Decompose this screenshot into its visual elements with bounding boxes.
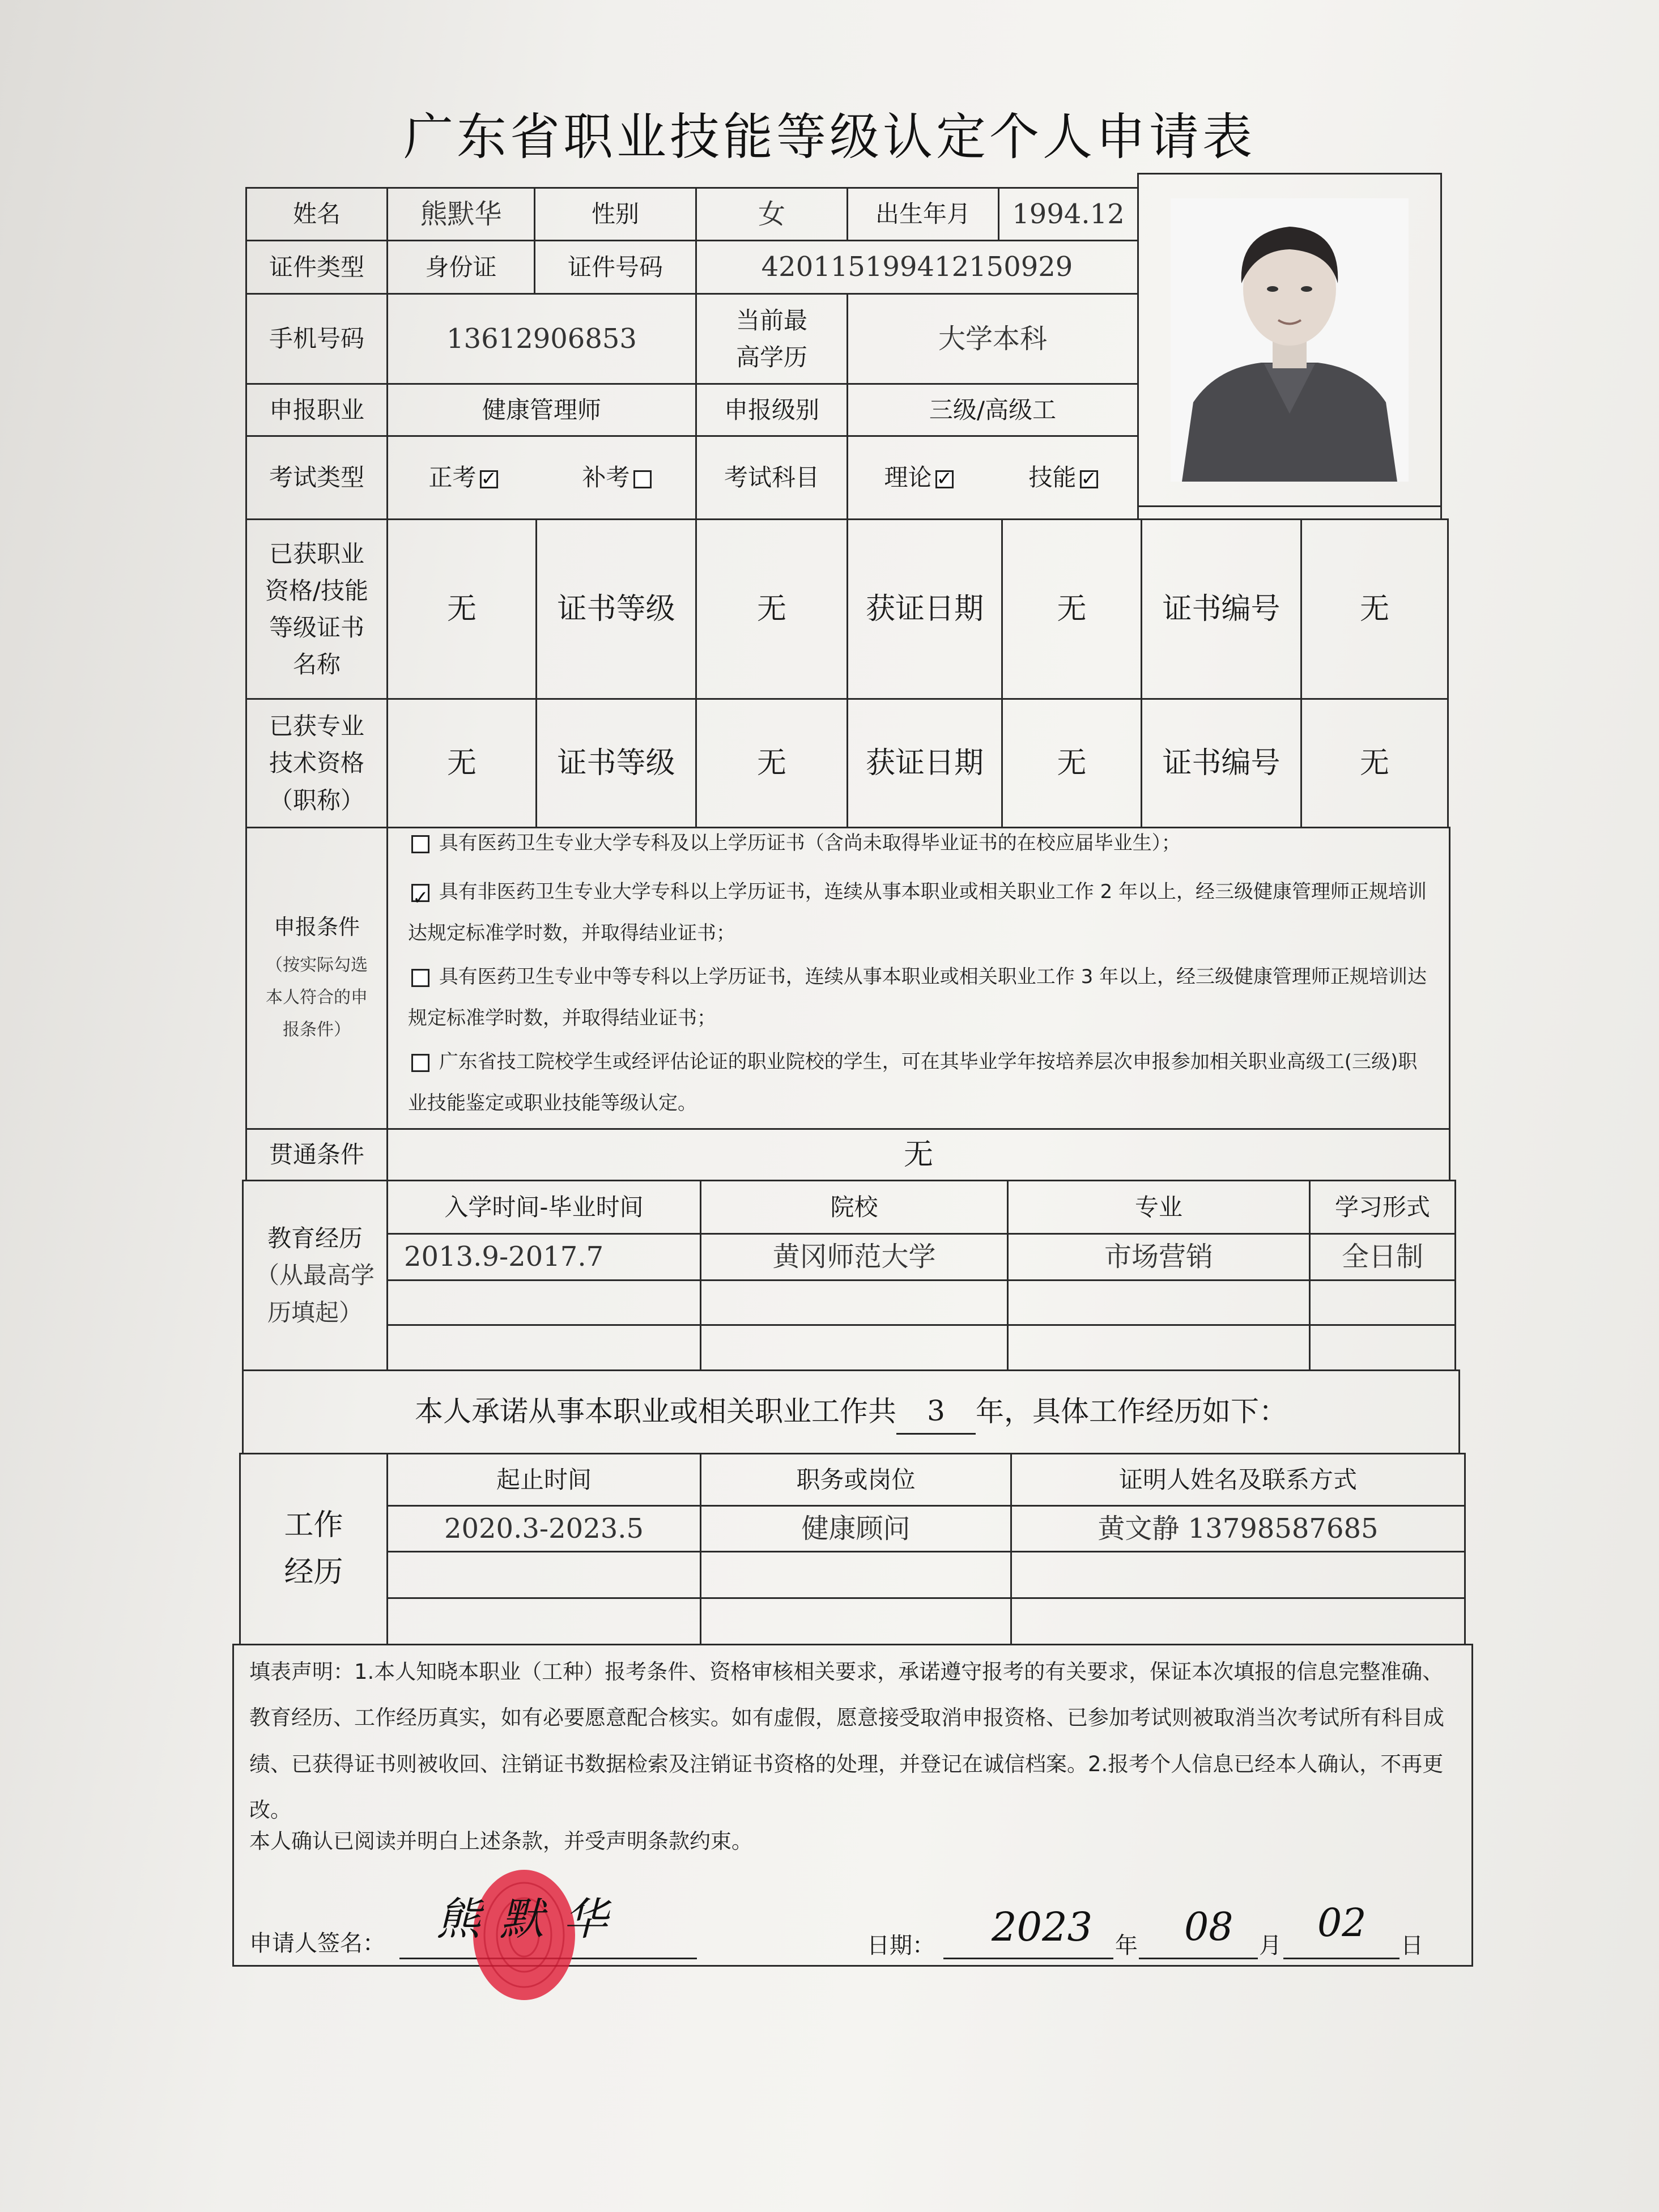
- name-label: 姓名: [245, 187, 388, 241]
- edu-row1-school[interactable]: 黄冈师范大学: [700, 1233, 1009, 1281]
- cert1-label: 已获职业资格/技能等级证书名称: [245, 518, 388, 700]
- commitment-years[interactable]: 3: [896, 1389, 976, 1435]
- cert2-label: 已获专业技术资格（职称）: [245, 698, 388, 828]
- exam-type-regular-label: 正考: [428, 463, 477, 492]
- exam-type-regular-option[interactable]: [428, 459, 501, 496]
- subject-skill-label: 技能: [1028, 463, 1077, 492]
- signature-label: 申请人签名：: [249, 1930, 385, 1956]
- cert2-no-label: 证书编号: [1141, 698, 1302, 828]
- name-value[interactable]: 熊默华: [386, 187, 535, 241]
- work-label: 工作经历: [239, 1453, 388, 1645]
- work-header-position: 职务或岗位: [700, 1453, 1012, 1507]
- cert1-no-label: 证书编号: [1141, 518, 1302, 700]
- date-year-unit: 年: [1115, 1933, 1138, 1959]
- gender-label: 性别: [534, 187, 697, 241]
- edu-row3-mode[interactable]: [1309, 1324, 1456, 1371]
- cert1-no-value[interactable]: 无: [1300, 518, 1449, 700]
- edu-row3-school[interactable]: [700, 1324, 1009, 1371]
- date-day-value: 02: [1317, 1901, 1367, 1946]
- edu-row1-mode[interactable]: 全日制: [1309, 1233, 1456, 1281]
- job-label: 申报职业: [245, 383, 388, 437]
- checkbox-checked-icon[interactable]: [935, 470, 954, 488]
- id-no-label: 证件号码: [534, 240, 697, 295]
- id-type-label: 证件类型: [245, 240, 388, 295]
- education-label: 当前最高学历: [695, 293, 848, 385]
- work-header-period: 起止时间: [386, 1453, 701, 1507]
- edu-row2-mode[interactable]: [1309, 1279, 1456, 1326]
- phone-label: 手机号码: [245, 293, 388, 385]
- work-row3-reference[interactable]: [1010, 1597, 1466, 1645]
- cert1-date-label: 获证日期: [846, 518, 1003, 700]
- cert2-grade-value[interactable]: 无: [695, 698, 848, 828]
- cert1-value[interactable]: 无: [386, 518, 537, 700]
- level-label: 申报级别: [695, 383, 848, 437]
- condition-item-4[interactable]: [408, 1041, 1428, 1124]
- edu-header-school: 院校: [700, 1180, 1009, 1235]
- work-row3-period[interactable]: [386, 1597, 701, 1645]
- cert1-date-value[interactable]: 无: [1001, 518, 1142, 700]
- id-type-value[interactable]: 身份证: [386, 240, 535, 295]
- edu-row1-period[interactable]: 2013.9-2017.7: [386, 1233, 701, 1281]
- edu-row3-period[interactable]: [386, 1324, 701, 1371]
- cert2-no-value[interactable]: 无: [1300, 698, 1449, 828]
- work-row2-period[interactable]: [386, 1551, 701, 1599]
- edu-row2-school[interactable]: [700, 1279, 1009, 1326]
- declaration-confirm: 本人确认已阅读并明白上述条款，并受声明条款约束。: [249, 1829, 752, 1853]
- checkbox-empty-icon[interactable]: [633, 470, 652, 488]
- exam-type-options: [386, 435, 697, 520]
- commitment-suffix: 年，具体工作经历如下：: [976, 1395, 1287, 1428]
- declaration-text: 填表声明：1.本人知晓本职业（工种）报考条件、资格审核相关要求，承诺遵守报考的有关要求，保证本次填报的信息完整准确、教育经历、工作经历真实，如有必要愿意配合核实。如有虚假，愿意接受取消申报资格、已参加考试则被取消当次考试所有科目成绩、已获得证书则被收回、注销证书数据检索及注销证书资格的处理，并登记在诚信档案。2.报考个人信息已经本人确认，不再更改。: [249, 1660, 1444, 1823]
- edu-header-mode: 学习形式: [1309, 1180, 1456, 1235]
- date-label: 日期：: [867, 1933, 935, 1959]
- condition-item-1-text: 具有医药卫生专业大学专科及以上学历证书（含尚未取得毕业证书的在校应届毕业生）；: [439, 832, 1181, 854]
- commitment-prefix: 本人承诺从事本职业或相关职业工作共: [415, 1395, 896, 1428]
- checkbox-empty-icon[interactable]: [411, 1054, 429, 1072]
- condition-item-2[interactable]: [408, 871, 1428, 954]
- conditions-label: 申报条件: [273, 914, 360, 939]
- form-title: 广东省职业技能等级认定个人申请表: [403, 108, 1256, 166]
- edu-row3-major[interactable]: [1007, 1324, 1311, 1371]
- phone-value[interactable]: 13612906853: [386, 293, 697, 385]
- photo-cell: [1137, 173, 1442, 507]
- gender-value[interactable]: 女: [695, 187, 848, 241]
- through-label: 贯通条件: [245, 1128, 388, 1181]
- applicant-photo: [1171, 198, 1409, 482]
- education-section-label: [242, 1180, 388, 1371]
- exam-type-makeup-label: 补考: [582, 463, 630, 492]
- through-value[interactable]: 无: [386, 1128, 1450, 1181]
- work-row1-period[interactable]: 2020.3-2023.5: [386, 1505, 701, 1552]
- subject-theory-label: 理论: [884, 463, 932, 492]
- edu-row2-major[interactable]: [1007, 1279, 1311, 1326]
- checkbox-empty-icon[interactable]: [411, 969, 429, 987]
- applicant-signature: 熊默华: [436, 1894, 627, 1945]
- cert2-value[interactable]: 无: [386, 698, 537, 828]
- condition-item-3[interactable]: [408, 956, 1428, 1039]
- work-row3-position[interactable]: [700, 1597, 1012, 1645]
- birth-label: 出生年月: [846, 187, 999, 241]
- work-row2-position[interactable]: [700, 1551, 1012, 1599]
- subject-skill-option[interactable]: [1028, 459, 1101, 496]
- condition-item-4-text: 广东省技工院校学生或经评估论证的职业院校的学生，可在其毕业学年按培养层次申报参加相关职业高级工(三级)职业技能鉴定或职业技能等级认定。: [408, 1050, 1418, 1115]
- exam-type-makeup-option[interactable]: [582, 459, 654, 496]
- level-value[interactable]: 三级/高级工: [846, 383, 1139, 437]
- job-value[interactable]: 健康管理师: [386, 383, 697, 437]
- conditions-label-cell: [245, 827, 388, 1130]
- condition-item-3-text: 具有医药卫生专业中等专科以上学历证书，连续从事本职业或相关职业工作 3 年以上，经三级健康管理师正规培训达规定标准学时数，并取得结业证书；: [408, 965, 1427, 1030]
- subject-label: 考试科目: [695, 435, 848, 520]
- exam-type-label: 考试类型: [245, 435, 388, 520]
- cert2-date-value[interactable]: 无: [1001, 698, 1142, 828]
- commitment-row: [242, 1369, 1460, 1454]
- conditions-sublabel: （按实际勾选本人符合的申报条件）: [266, 955, 368, 1040]
- work-row1-position[interactable]: 健康顾问: [700, 1505, 1012, 1552]
- edu-row2-period[interactable]: [386, 1279, 701, 1326]
- work-row2-reference[interactable]: [1010, 1551, 1466, 1599]
- cert1-grade-label: 证书等级: [535, 518, 697, 700]
- birth-value[interactable]: 1994.12: [998, 187, 1139, 241]
- edu-row1-major[interactable]: 市场营销: [1007, 1233, 1311, 1281]
- checkbox-checked-icon[interactable]: [480, 470, 498, 488]
- edu-header-period: 入学时间-毕业时间: [386, 1180, 701, 1235]
- work-row1-reference[interactable]: 黄文静 13798587685: [1010, 1505, 1466, 1552]
- subject-options: [846, 435, 1139, 520]
- date-year-value: 2023: [992, 1904, 1093, 1950]
- date-month-unit: 月: [1259, 1933, 1282, 1959]
- education-value[interactable]: 大学本科: [846, 293, 1139, 385]
- checkbox-checked-icon[interactable]: [1080, 470, 1098, 488]
- date-day-unit: 日: [1401, 1933, 1423, 1959]
- condition-item-2-text: 具有非医药卫生专业大学专科以上学历证书，连续从事本职业或相关职业工作 2 年以上，经三级健康管理师正规培训达规定标准学时数，并取得结业证书；: [408, 880, 1427, 945]
- checkbox-checked-icon[interactable]: [411, 884, 429, 902]
- cert1-grade-value[interactable]: 无: [695, 518, 848, 700]
- condition-item-1[interactable]: [408, 829, 1428, 858]
- subject-theory-option[interactable]: [884, 459, 956, 496]
- cert2-grade-label: 证书等级: [535, 698, 697, 828]
- checkbox-empty-icon[interactable]: [411, 835, 429, 853]
- cert2-date-label: 获证日期: [846, 698, 1003, 828]
- education-sublabel: （从最高学历填起）: [255, 1261, 375, 1326]
- work-header-reference: 证明人姓名及联系方式: [1010, 1453, 1466, 1507]
- id-no-value[interactable]: 420115199412150929: [695, 240, 1139, 295]
- date-month-value: 08: [1184, 1905, 1233, 1950]
- education-title: 教育经历: [267, 1224, 363, 1253]
- edu-header-major: 专业: [1007, 1180, 1311, 1235]
